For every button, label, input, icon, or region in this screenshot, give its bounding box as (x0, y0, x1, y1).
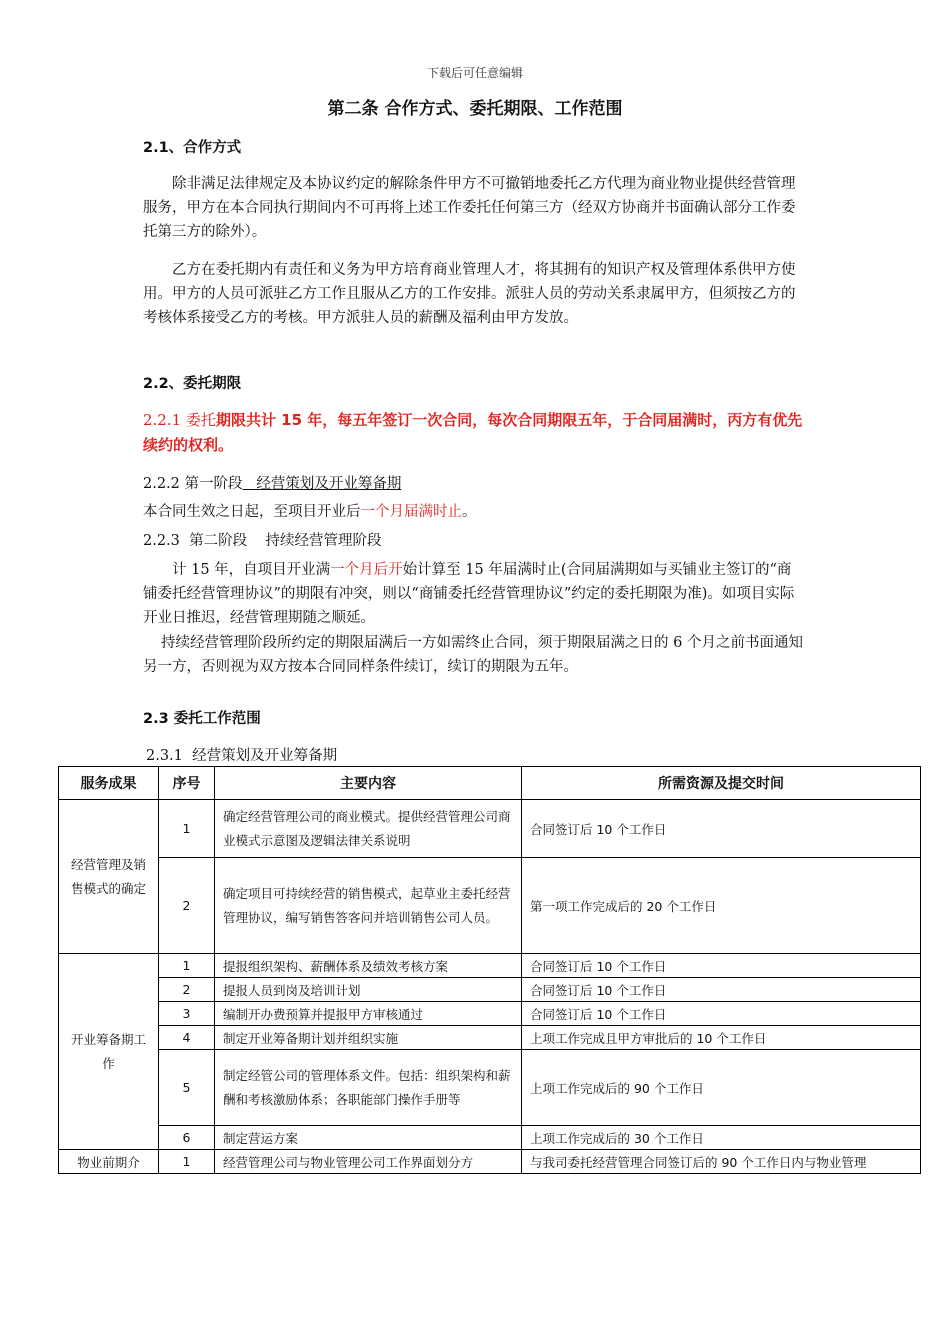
table-row (59, 978, 921, 1002)
time-cell: 第一项工作完成后的 20 个工作日 (522, 858, 921, 954)
row-number-cell: 5 (159, 1050, 215, 1126)
time-cell: 上项工作完成后的 90 个工作日 (522, 1050, 921, 1126)
text-segment: 。 (462, 504, 477, 520)
highlight-text: 一个月后开 (330, 562, 403, 578)
table-header-cell: 序号 (159, 767, 215, 800)
time-cell: 与我司委托经营管理合同签订后的 90 个工作日内与物业管理 (522, 1150, 921, 1174)
row-number-cell: 4 (159, 1026, 215, 1050)
paragraph-text: 除非满足法律规定及本协议约定的解除条件甲方不可撤销地委托乙方代理为商业物业提供经营管理服务，甲方在本合同执行期间内不可再将上述工作委托任何第三方（经双方协商并书面确认部分工作委托第三方的除外）。 (143, 176, 796, 240)
row-number-cell: 6 (159, 1126, 215, 1150)
content-cell: 确定项目可持续经营的销售模式，起草业主委托经营管理协议，编写销售答客问并培训销售公司人员。 (215, 858, 522, 954)
content-cell: 制定开业筹备期计划并组织实施 (215, 1026, 522, 1050)
content-cell: 制定经管公司的管理体系文件。包括：组织架构和薪酬和考核激励体系；各职能部门操作手册等 (215, 1050, 522, 1126)
clause-2-2-2-phase: 经营策划及开业筹备期 (242, 476, 402, 492)
group-label-cell: 开业筹备期工作 (59, 954, 159, 1150)
table-row (59, 858, 921, 954)
paragraph-cooperation-2 (143, 258, 805, 330)
highlight-text: 一个月届满时止 (360, 504, 462, 520)
text-segment: 计 15 年，自项目开业满 (172, 562, 331, 578)
time-cell: 合同签订后 10 个工作日 (522, 978, 921, 1002)
time-cell: 合同签订后 10 个工作日 (522, 800, 921, 858)
table-row (59, 954, 921, 978)
clause-2-2-3-body (143, 558, 805, 630)
row-number-cell: 1 (159, 800, 215, 858)
subsection-2-3-1: 2.3.1 经营策划及开业筹备期 (146, 748, 338, 764)
time-cell: 合同签订后 10 个工作日 (522, 954, 921, 978)
header-note: 下载后可任意编辑 (426, 66, 523, 80)
table-row (59, 1126, 921, 1150)
row-number-cell: 1 (159, 1150, 215, 1174)
text-segment: 始计算至 15 年届满时止(合同届满期如与买铺业主签订的“商铺委托经营管理协议”的期限有冲突，则以“商铺委托经营管理协议”约定的委托期限为准)。如项目实际开业日推迟，经营管理期随之顺延。 (143, 562, 795, 626)
group-label-cell: 物业前期介 (59, 1150, 159, 1174)
table-header-row (59, 767, 921, 800)
table-row (59, 1026, 921, 1050)
table-header-cell: 所需资源及提交时间 (522, 767, 921, 800)
article-title: 第二条 合作方式、委托期限、工作范围 (327, 99, 623, 119)
row-number-cell: 2 (159, 858, 215, 954)
table-row (59, 1150, 921, 1174)
time-cell: 上项工作完成且甲方审批后的 10 个工作日 (522, 1026, 921, 1050)
clause-2-2-2-prefix: 2.2.2 第一阶段 (143, 476, 243, 492)
paragraph-text: 乙方在委托期内有责任和义务为甲方培育商业管理人才，将其拥有的知识产权及管理体系供甲方使用。甲方的人员可派驻乙方工作且服从乙方的工作安排。派驻人员的劳动关系隶属甲方，但须按乙方的考核体系接受乙方的考核。甲方派驻人员的薪酬及福利由甲方发放。 (143, 262, 796, 326)
table-header-cell: 服务成果 (59, 767, 159, 800)
clause-2-2-1 (143, 408, 805, 458)
table-row (59, 1002, 921, 1026)
content-cell: 提报人员到岗及培训计划 (215, 978, 522, 1002)
section-heading-2-3: 2.3 委托工作范围 (143, 711, 261, 727)
clause-2-2-1-text: 期限共计 15 年，每五年签订一次合同，每次合同期限五年，于合同届满时，丙方有优先续约的权利。 (143, 411, 803, 454)
section-heading-2-2: 2.2、委托期限 (143, 376, 242, 392)
work-scope-table (58, 766, 921, 1174)
section-heading-2-1: 2.1、合作方式 (143, 140, 242, 156)
clause-2-2-3-body-2 (143, 631, 805, 679)
clause-2-2-3: 2.2.3 第二阶段 持续经营管理阶段 (143, 533, 382, 549)
content-cell: 制定营运方案 (215, 1126, 522, 1150)
content-cell: 编制开办费预算并提报甲方审核通过 (215, 1002, 522, 1026)
time-cell: 上项工作完成后的 30 个工作日 (522, 1126, 921, 1150)
row-number-cell: 3 (159, 1002, 215, 1026)
text-segment: 本合同生效之日起，至项目开业后 (143, 504, 361, 520)
table-row (59, 1050, 921, 1126)
clause-2-2-2 (143, 472, 401, 493)
table-header-cell: 主要内容 (215, 767, 522, 800)
row-number-cell: 2 (159, 978, 215, 1002)
paragraph-cooperation-1 (143, 172, 805, 244)
clause-2-2-2-body (143, 500, 477, 521)
group-label-cell: 经营管理及销售模式的确定 (59, 800, 159, 954)
content-cell: 确定经营管理公司的商业模式。提供经营管理公司商业模式示意图及逻辑法律关系说明 (215, 800, 522, 858)
content-cell: 提报组织架构、薪酬体系及绩效考核方案 (215, 954, 522, 978)
table-row (59, 800, 921, 858)
time-cell: 合同签订后 10 个工作日 (522, 1002, 921, 1026)
content-cell: 经营管理公司与物业管理公司工作界面划分方 (215, 1150, 522, 1174)
row-number-cell: 1 (159, 954, 215, 978)
paragraph-text: 持续经营管理阶段所约定的期限届满后一方如需终止合同，须于期限届满之日的 6 个月之前书面通知另一方，否则视为双方按本合同同样条件续订，续订的期限为五年。 (143, 635, 803, 675)
clause-2-2-1-number: 2.2.1 委托 (143, 411, 216, 429)
